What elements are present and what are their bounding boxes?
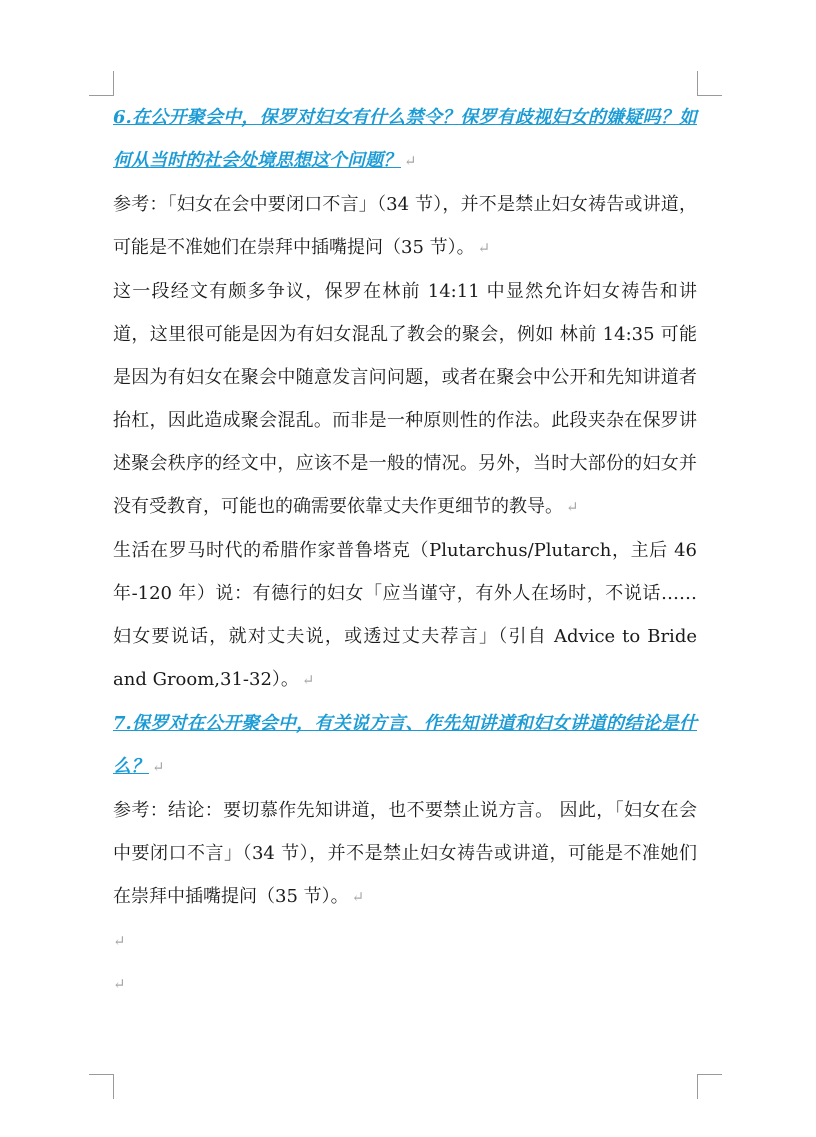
empty-paragraph (113, 962, 697, 1005)
crop-mark-bottom-left (89, 1074, 114, 1099)
answer-6-reference (113, 183, 697, 270)
paragraph-mark-icon: ↵ (351, 888, 365, 906)
crop-mark-top-left (89, 71, 114, 96)
crop-mark-top-right (697, 71, 722, 96)
paragraph-mark-icon: ↵ (113, 975, 126, 993)
question-7-text: 7.保罗对在公开聚会中，有关说方言、作先知讲道和妇女讲道的结论是什么？ (113, 713, 697, 777)
question-6 (113, 96, 697, 183)
paragraph-mark-icon: ↵ (477, 239, 491, 257)
answer-7-reference (113, 789, 697, 919)
answer-6-plutarch-quote (113, 529, 697, 702)
question-7 (113, 702, 697, 789)
question-6-text: 6.在公开聚会中，保罗对妇女有什么禁令？保罗有歧视妇女的嫌疑吗？如何从当时的社会处境思想这个问题？ (113, 107, 697, 171)
paragraph-mark-icon: ↵ (566, 498, 579, 516)
crop-mark-bottom-right (697, 1074, 722, 1099)
answer-6-discussion-text: 这一段经文有颇多争议，保罗在林前 14:11 中显然允许妇女祷告和讲道，这里很可能是因为有妇女混乱了教会的聚会，例如 林前 14:35 可能是因为有妇女在聚会中随意发言问问题，或者在聚会中公开和先知讲道者抬杠，因此造成聚会混乱。而非是一种原则性的作法。此段夹杂在保罗讲述聚会秩序的经文中，应该不是一般的情况。另外，当时大部份的妇女并没有受教育，可能也的确需要依靠丈夫作更细节的教导。 (113, 281, 697, 517)
empty-paragraph (113, 919, 697, 962)
answer-6-reference-text: 参考：「妇女在会中要闭口不言」（34 节），并不是禁止妇女祷告或讲道，可能是不准她们在崇拜中插嘴提问（35 节）。 (113, 194, 697, 258)
answer-7-reference-text: 参考：结论：要切慕作先知讲道，也不要禁止说方言。 因此，「妇女在会中要闭口不言」（34 节），并不是禁止妇女祷告或讲道，可能是不准她们在崇拜中插嘴提问（35 节）。 (113, 800, 697, 907)
paragraph-mark-icon: ↵ (301, 671, 315, 689)
answer-6-discussion (113, 270, 697, 529)
paragraph-mark-icon: ↵ (404, 152, 417, 170)
paragraph-mark-icon: ↵ (113, 932, 126, 950)
paragraph-mark-icon: ↵ (152, 758, 165, 776)
answer-6-plutarch-quote-text: 生活在罗马时代的希腊作家普鲁塔克（Plutarchus/Plutarch，主后 46 年-120 年）说：有德行的妇女「应当谨守，有外人在场时，不说话……妇女要说话，就对丈夫说，或透过丈夫荐言」（引自 Advice to Bride and Groom,31-32）。 (113, 540, 697, 690)
document-page (113, 96, 697, 1005)
